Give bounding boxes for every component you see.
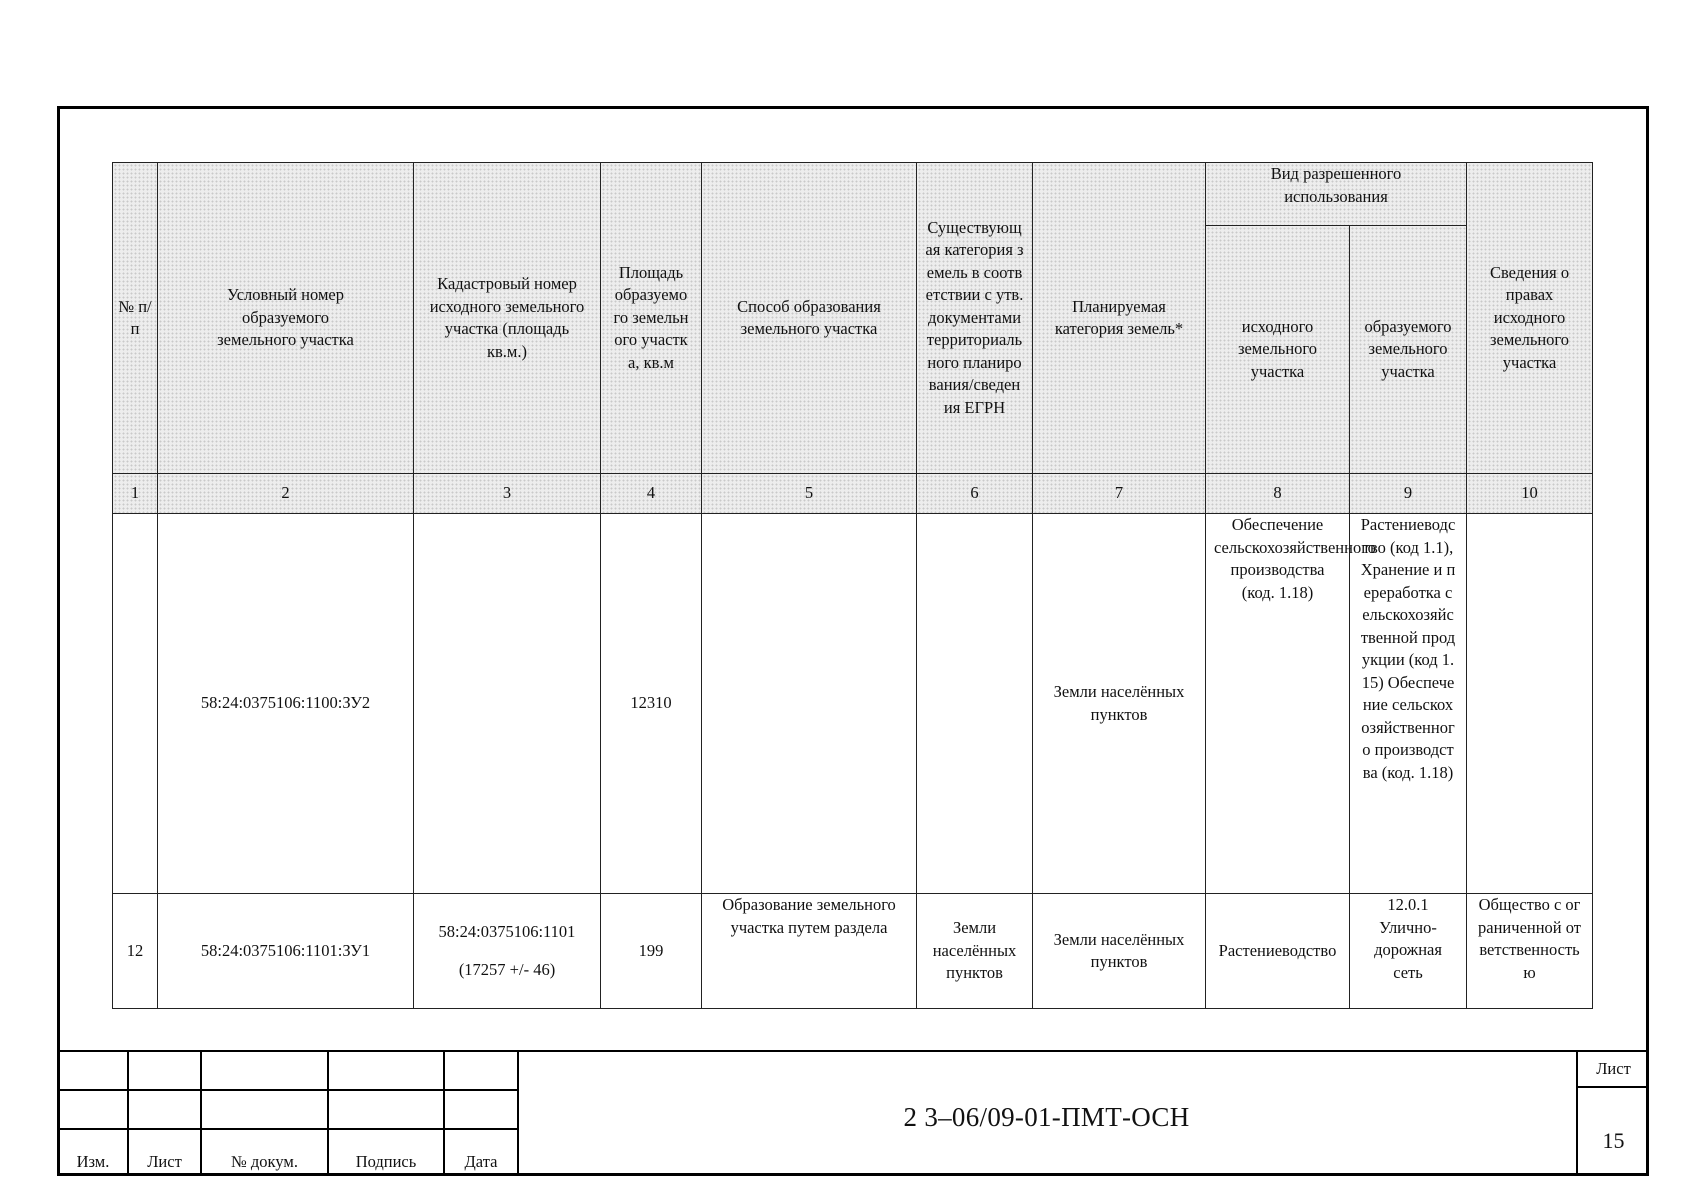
row-a-source-use: Обеспечение сельскохозяйственного производства (код. 1.18): [1206, 514, 1350, 894]
header-num: № п/п: [113, 163, 158, 474]
row-b-num: 12: [113, 894, 158, 1009]
column-number-10: 10: [1467, 474, 1593, 514]
table-row: [113, 894, 1593, 1009]
row-b-cadastral-cell: [414, 894, 601, 1009]
row-b-new-use: Улично-дорожная сеть: [1374, 917, 1442, 982]
row-a-num: [113, 514, 158, 894]
row-a-rights: [1467, 514, 1593, 894]
row-b-planned-category: Земли населённых пунктов: [1033, 894, 1206, 1009]
row-b-cadastral-number: 58:24:0375106:1101: [438, 921, 576, 941]
header-area: Площадь образуемого земельного участка, кв.м: [601, 163, 702, 474]
column-number-9: 9: [1350, 474, 1467, 514]
row-b-source-use: Растениеводство: [1206, 894, 1350, 1009]
row-a-cadastral-number: [414, 514, 601, 894]
column-number-5: 5: [702, 474, 917, 514]
stamp-title-box: [515, 1050, 1578, 1176]
row-a-existing-category: [917, 514, 1033, 894]
row-a-planned-category: Земли населённых пунктов: [1033, 514, 1206, 894]
stamp-label-doc-number: № докум.: [201, 1129, 328, 1175]
header-cadastral-number: Кадастровый номер исходного земельного участка (площадь кв.м.): [414, 163, 601, 474]
land-plots-table: [112, 162, 1593, 1009]
row-a-method: [702, 514, 917, 894]
stamp-label-signature: Подпись: [328, 1129, 444, 1175]
row-b-area: 199: [601, 894, 702, 1009]
column-number-7: 7: [1033, 474, 1206, 514]
revision-grid: [57, 1050, 519, 1176]
header-existing-category: Существующая категория земель в соответствии с утв. документами территориального планирования/сведения ЕГРН: [917, 163, 1033, 474]
row-b-cadastral-area: (17257 +/- 46): [458, 960, 556, 979]
sheet-box: [1576, 1050, 1649, 1176]
row-a-conditional-number: 58:24:0375106:1100:ЗУ2: [158, 514, 414, 894]
sheet-label: Лист: [1578, 1056, 1649, 1088]
header-conditional-number: Условный номер образуемого земельного участка: [158, 163, 414, 474]
column-number-6: 6: [917, 474, 1033, 514]
header-permitted-use-group: Вид разрешенного использования: [1206, 163, 1467, 226]
row-b-new-use-cell: [1350, 894, 1467, 1009]
header-new-use: образуемого земельного участка: [1350, 226, 1467, 474]
stamp-label-sheet: Лист: [128, 1129, 201, 1175]
sheet-number: 15: [1602, 1128, 1625, 1153]
row-b-new-use-code: 12.0.1: [1387, 895, 1429, 914]
row-a-new-use: Растениеводство (код 1.1), Хранение и переработка сельскохозяйственной продукции (код 1.15) Обеспечение сельскохозяйственного производства (код. 1.18): [1350, 514, 1467, 894]
row-a-area: 12310: [601, 514, 702, 894]
row-b-conditional-number: 58:24:0375106:1101:ЗУ1: [158, 894, 414, 1009]
column-number-4: 4: [601, 474, 702, 514]
header-formation-method: Способ образования земельного участка: [702, 163, 917, 474]
row-b-method: Образование земельного участка путем раздела: [702, 894, 917, 1009]
column-number-2: 2: [158, 474, 414, 514]
title-block: [57, 1050, 1649, 1176]
header-rights: Сведения о правах исходного земельного участка: [1467, 163, 1593, 474]
row-b-rights: Общество с ограниченной ответственностью: [1467, 894, 1593, 1009]
column-number-8: 8: [1206, 474, 1350, 514]
column-number-3: 3: [414, 474, 601, 514]
column-number-1: 1: [113, 474, 158, 514]
header-source-use: исходного земельного участка: [1206, 226, 1350, 474]
stamp-label-date: Дата: [444, 1129, 518, 1175]
stamp-label-change: Изм.: [58, 1129, 128, 1175]
header-planned-category: Планируемая категория земель*: [1033, 163, 1206, 474]
row-b-existing-category: Земли населённых пунктов: [917, 894, 1033, 1009]
document-code: 2 3–06/09-01-ПМТ-ОСН: [903, 1102, 1190, 1132]
table-row: [113, 514, 1593, 894]
